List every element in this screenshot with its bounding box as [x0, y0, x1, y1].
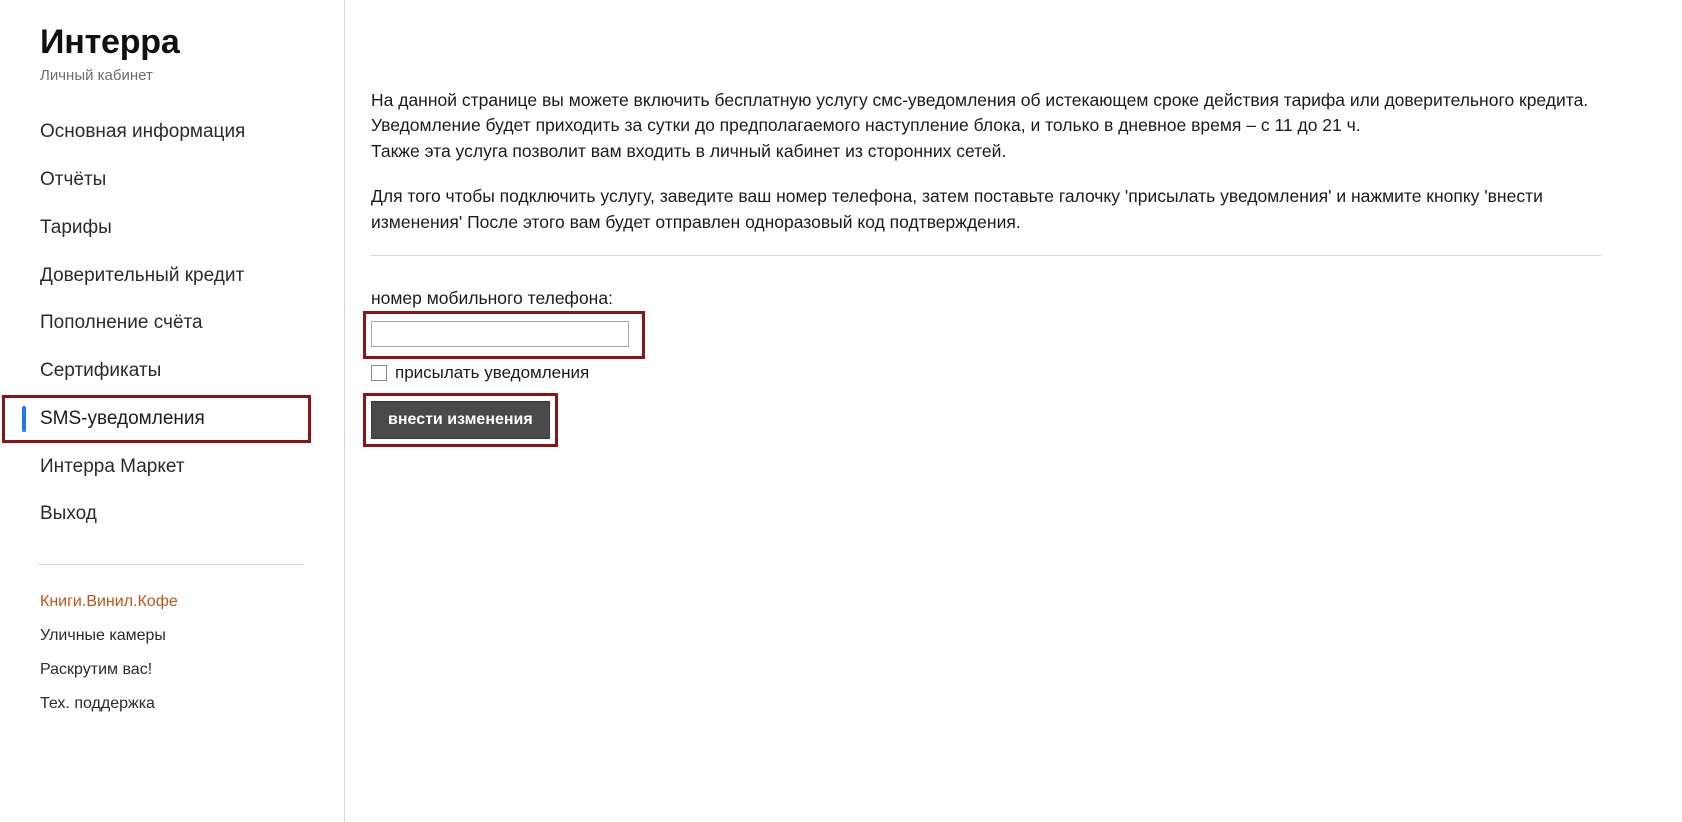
- sidebar-link-label: Тех. поддержка: [40, 695, 155, 713]
- submit-changes-button[interactable]: внести изменения: [371, 401, 550, 439]
- paragraph-gap: [371, 164, 1601, 184]
- phone-field-label: номер мобильного телефона:: [371, 287, 613, 308]
- sidebar-links: [0, 585, 344, 721]
- sidebar-item-interra-market[interactable]: [0, 443, 344, 491]
- main-content: [345, 0, 1682, 822]
- sidebar-item-otchyoty[interactable]: [0, 156, 344, 204]
- sidebar-item-label: SMS-уведомления: [40, 407, 205, 429]
- sidebar-item-vyhod[interactable]: [0, 490, 344, 538]
- sidebar-item-label: Пополнение счёта: [40, 312, 203, 334]
- sidebar-item-sms-uvedomleniya[interactable]: [0, 395, 344, 443]
- sidebar-link-tech-podderzhka[interactable]: [0, 687, 344, 721]
- sidebar-item-label: Основная информация: [40, 121, 246, 143]
- sidebar-item-doveritelnyy-kredit[interactable]: [0, 252, 344, 300]
- active-indicator-bar: [22, 406, 26, 432]
- sidebar-item-popolnenie-scheta[interactable]: [0, 299, 344, 347]
- sidebar-link-label: Раскрутим вас!: [40, 661, 153, 679]
- notify-checkbox-label: присылать уведомления: [395, 362, 590, 382]
- sidebar: [0, 0, 345, 822]
- sidebar-divider: [38, 564, 304, 565]
- intro-line-1: На данной странице вы можете включить бесплатную услугу смс-уведомления об истекающем сроке действия тарифа или доверительного кредита.: [371, 90, 1589, 110]
- sidebar-link-knigi-vinil-kofe[interactable]: [0, 585, 344, 619]
- intro-line-3: Также эта услуга позволит вам входить в личный кабинет из сторонних сетей.: [371, 140, 1007, 161]
- sidebar-link-raskrutim-vas[interactable]: [0, 653, 344, 687]
- sidebar-item-label: Выход: [40, 503, 97, 525]
- sidebar-item-label: Отчёты: [40, 169, 107, 191]
- intro-line-2: Уведомление будет приходить за сутки до предполагаемого наступление блока, и только в дневное время – с 11 до 21 ч.: [371, 115, 1361, 136]
- phone-input-wrap: [371, 321, 629, 347]
- sidebar-link-label: Уличные камеры: [40, 627, 166, 645]
- phone-input[interactable]: [371, 321, 629, 347]
- sidebar-link-ulichnye-kamery[interactable]: [0, 619, 344, 653]
- brand: [0, 0, 344, 84]
- intro-line-4: Для того чтобы подключить услугу, заведите ваш номер телефона, затем поставьте галочку 'присылать уведомления' и нажмите кнопку 'внести изменения' После этого вам будет отправлен одноразовый код подтверждения.: [371, 186, 1543, 232]
- brand-subtitle: Личный кабинет: [40, 67, 153, 85]
- notify-checkbox-row: [371, 363, 1642, 383]
- sidebar-link-label: Книги.Винил.Кофе: [40, 593, 178, 611]
- brand-title: Интерра: [40, 23, 180, 61]
- sidebar-item-tarify[interactable]: [0, 204, 344, 252]
- submit-button-wrap: [371, 401, 550, 439]
- sidebar-item-label: Доверительный кредит: [40, 264, 245, 286]
- notify-checkbox[interactable]: [371, 365, 387, 381]
- sidebar-item-label: Тарифы: [40, 216, 112, 238]
- sidebar-item-label: Интерра Маркет: [40, 455, 185, 477]
- sidebar-item-osnovnaya-informaciya[interactable]: [0, 108, 344, 156]
- sidebar-nav: [0, 108, 344, 538]
- sidebar-item-sertifikaty[interactable]: [0, 347, 344, 395]
- intro-text: [371, 88, 1601, 235]
- content-divider: [371, 255, 1601, 256]
- sidebar-item-label: Сертификаты: [40, 360, 162, 382]
